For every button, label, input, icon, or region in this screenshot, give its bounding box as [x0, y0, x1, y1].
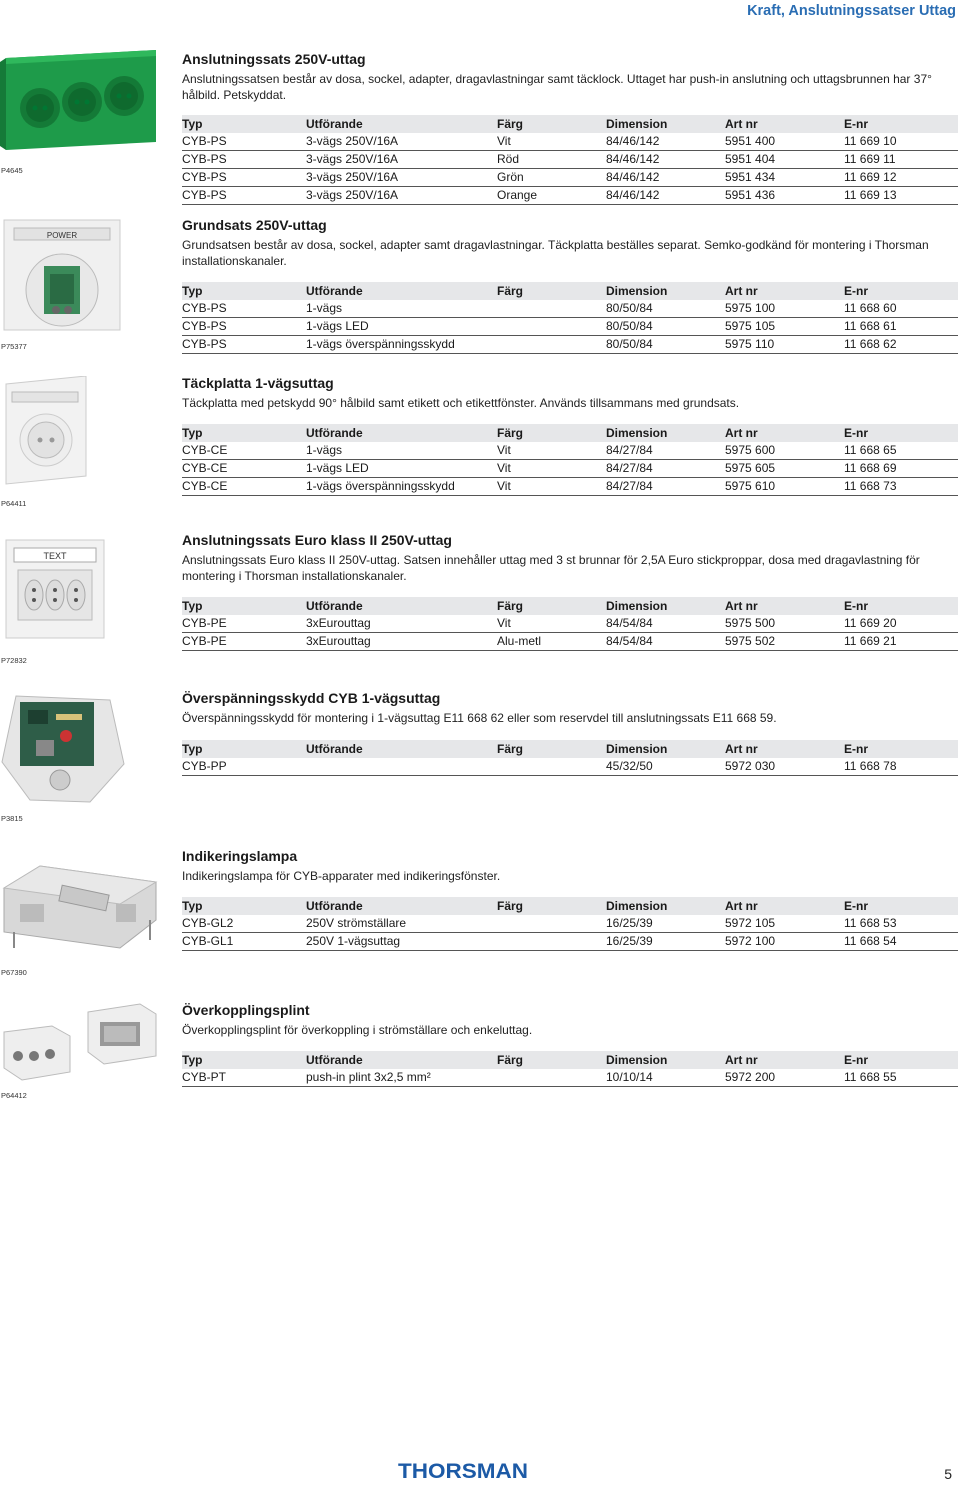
cell-enr: 11 669 12 — [844, 169, 958, 187]
col-farg: Färg — [497, 282, 606, 300]
product-image-terminal-block — [0, 1002, 160, 1086]
section-description: Indikeringslampa för CYB-apparater med indikeringsfönster. — [182, 869, 501, 883]
cell-artnr: 5975 610 — [725, 478, 844, 496]
cell-dimension: 84/27/84 — [606, 460, 725, 478]
cell-typ: CYB-PS — [182, 318, 306, 336]
cell-dimension: 84/54/84 — [606, 633, 725, 651]
cell-farg — [497, 933, 606, 951]
section-description: Anslutningssats Euro klass II 250V-uttag. Satsen innehåller uttag med 3 st brunnar för 2,5A Euro stickproppar, dosa med dragavlastning för montering i Thorsman installationskanaler. — [182, 553, 920, 583]
col-farg: Färg — [497, 597, 606, 615]
cell-utforande: 1-vägs LED — [306, 460, 497, 478]
cell-farg — [497, 336, 606, 354]
cell-artnr: 5972 105 — [725, 915, 844, 933]
product-image-indicator-lamp — [0, 848, 160, 960]
table-row — [182, 758, 958, 776]
section-title: Överkopplingsplint — [182, 1002, 310, 1018]
cell-dimension: 80/50/84 — [606, 318, 725, 336]
cell-dimension: 84/46/142 — [606, 151, 725, 169]
col-farg: Färg — [497, 115, 606, 133]
product-image-euro-socket — [0, 538, 160, 642]
cell-artnr: 5975 600 — [725, 442, 844, 460]
cell-dimension: 16/25/39 — [606, 933, 725, 951]
cell-dimension: 84/27/84 — [606, 442, 725, 460]
cell-artnr: 5975 100 — [725, 300, 844, 318]
product-code: P4645 — [1, 166, 23, 175]
cell-typ: CYB-CE — [182, 460, 306, 478]
section-description: Täckplatta med petskydd 90° hålbild samt etikett och etikettfönster. Används tillsammans med grundsats. — [182, 396, 740, 410]
cell-farg: Vit — [497, 442, 606, 460]
cell-typ: CYB-CE — [182, 442, 306, 460]
cell-utforande: 1-vägs — [306, 300, 497, 318]
cell-artnr: 5972 200 — [725, 1069, 844, 1087]
cell-utforande: 250V strömställare — [306, 915, 497, 933]
col-utforande: Utförande — [306, 1051, 497, 1069]
cell-utforande: 3-vägs 250V/16A — [306, 169, 497, 187]
cell-dimension: 84/46/142 — [606, 169, 725, 187]
product-table — [182, 740, 958, 776]
section-title: Överspänningsskydd CYB 1-vägsuttag — [182, 690, 441, 706]
col-utforande: Utförande — [306, 740, 497, 758]
table-header-row — [182, 597, 958, 615]
cell-typ: CYB-PS — [182, 300, 306, 318]
product-code: P3815 — [1, 814, 23, 823]
cell-utforande: 250V 1-vägsuttag — [306, 933, 497, 951]
thorsman-logo — [398, 1459, 530, 1486]
cell-utforande: 3-vägs 250V/16A — [306, 133, 497, 151]
product-table — [182, 282, 958, 354]
cell-enr: 11 668 54 — [844, 933, 958, 951]
col-farg: Färg — [497, 740, 606, 758]
cell-farg: Grön — [497, 169, 606, 187]
col-farg: Färg — [497, 424, 606, 442]
table-header-row — [182, 115, 958, 133]
table-row — [182, 460, 958, 478]
col-typ: Typ — [182, 597, 306, 615]
section-title: Anslutningssats 250V-uttag — [182, 51, 366, 67]
cell-dimension: 80/50/84 — [606, 336, 725, 354]
table-row — [182, 169, 958, 187]
section-description: Överspänningsskydd för montering i 1-vägsuttag E11 668 62 eller som reservdel till anslutningssats E11 668 59. — [182, 711, 777, 725]
product-code: P64412 — [1, 1091, 27, 1100]
col-typ: Typ — [182, 424, 306, 442]
product-code: P75377 — [1, 342, 27, 351]
cell-artnr: 5975 500 — [725, 615, 844, 633]
cell-typ: CYB-PS — [182, 151, 306, 169]
cell-enr: 11 668 61 — [844, 318, 958, 336]
col-utforande: Utförande — [306, 897, 497, 915]
col-dimension: Dimension — [606, 597, 725, 615]
col-artnr: Art nr — [725, 740, 844, 758]
cell-farg: Vit — [497, 133, 606, 151]
cell-farg — [497, 915, 606, 933]
cell-artnr: 5951 436 — [725, 187, 844, 205]
table-row — [182, 187, 958, 205]
cell-farg: Vit — [497, 478, 606, 496]
cell-artnr: 5975 502 — [725, 633, 844, 651]
cell-typ: CYB-PT — [182, 1069, 306, 1087]
cell-enr: 11 668 73 — [844, 478, 958, 496]
cell-farg: Orange — [497, 187, 606, 205]
cell-enr: 11 668 62 — [844, 336, 958, 354]
cell-typ: CYB-PE — [182, 615, 306, 633]
cell-typ: CYB-PE — [182, 633, 306, 651]
cell-utforande: 1-vägs överspänningsskydd — [306, 478, 497, 496]
product-code: P67390 — [1, 968, 27, 977]
page-number: 5 — [944, 1466, 952, 1482]
cell-dimension: 84/46/142 — [606, 187, 725, 205]
col-dimension: Dimension — [606, 897, 725, 915]
table-row — [182, 478, 958, 496]
table-header-row — [182, 424, 958, 442]
cell-farg — [497, 758, 606, 776]
col-enr: E-nr — [844, 1051, 958, 1069]
cell-utforande: 1-vägs — [306, 442, 497, 460]
cell-artnr: 5951 434 — [725, 169, 844, 187]
col-enr: E-nr — [844, 597, 958, 615]
col-typ: Typ — [182, 1051, 306, 1069]
col-enr: E-nr — [844, 282, 958, 300]
cell-typ: CYB-PS — [182, 169, 306, 187]
cell-utforande: 3xEurouttag — [306, 615, 497, 633]
cell-enr: 11 668 60 — [844, 300, 958, 318]
table-row — [182, 442, 958, 460]
cell-typ: CYB-GL1 — [182, 933, 306, 951]
section-title: Täckplatta 1-vägsuttag — [182, 375, 334, 391]
table-row — [182, 915, 958, 933]
image-label-power: POWER — [46, 231, 78, 240]
cell-dimension: 10/10/14 — [606, 1069, 725, 1087]
cell-farg: Vit — [497, 615, 606, 633]
col-enr: E-nr — [844, 897, 958, 915]
product-image-surge-protector — [0, 690, 160, 804]
section-title: Grundsats 250V-uttag — [182, 217, 327, 233]
cell-farg — [497, 300, 606, 318]
col-artnr: Art nr — [725, 282, 844, 300]
section-description: Överkopplingsplint för överkoppling i strömställare och enkeluttag. — [182, 1023, 533, 1037]
product-table — [182, 424, 958, 496]
table-row — [182, 151, 958, 169]
table-row — [182, 318, 958, 336]
table-row — [182, 933, 958, 951]
cell-typ: CYB-GL2 — [182, 915, 306, 933]
logo-text: THORSMAN — [398, 1460, 528, 1481]
cell-enr: 11 668 55 — [844, 1069, 958, 1087]
product-table — [182, 597, 958, 651]
section-description: Anslutningssatsen består av dosa, sockel, adapter, dragavlastningar samt täcklock. Uttaget har push-in anslutning och uttagsbrunnen har 37° hålbild. Petskyddat. — [182, 72, 932, 102]
table-row — [182, 300, 958, 318]
product-table — [182, 897, 958, 951]
table-header-row — [182, 740, 958, 758]
table-header-row — [182, 1051, 958, 1069]
table-row — [182, 1069, 958, 1087]
cell-enr: 11 668 65 — [844, 442, 958, 460]
col-artnr: Art nr — [725, 1051, 844, 1069]
col-utforande: Utförande — [306, 597, 497, 615]
image-label-text: TEXT — [43, 551, 67, 561]
table-header-row — [182, 897, 958, 915]
cell-artnr: 5975 110 — [725, 336, 844, 354]
col-farg: Färg — [497, 1051, 606, 1069]
cell-artnr: 5975 605 — [725, 460, 844, 478]
table-header-row — [182, 282, 958, 300]
table-row — [182, 336, 958, 354]
section-title: Indikeringslampa — [182, 848, 298, 864]
product-code: P64411 — [1, 499, 27, 508]
table-row — [182, 633, 958, 651]
col-enr: E-nr — [844, 424, 958, 442]
cell-enr: 11 669 20 — [844, 615, 958, 633]
col-enr: E-nr — [844, 740, 958, 758]
cell-enr: 11 668 69 — [844, 460, 958, 478]
cell-dimension: 84/27/84 — [606, 478, 725, 496]
col-dimension: Dimension — [606, 115, 725, 133]
header-title: Kraft, Anslutningssatser Uttag — [747, 3, 956, 19]
cell-artnr: 5951 400 — [725, 133, 844, 151]
cell-typ: CYB-PP — [182, 758, 306, 776]
cell-farg — [497, 1069, 606, 1087]
col-dimension: Dimension — [606, 1051, 725, 1069]
product-table — [182, 1051, 958, 1087]
cell-typ: CYB-PS — [182, 133, 306, 151]
cell-artnr: 5972 100 — [725, 933, 844, 951]
section-description: Grundsatsen består av dosa, sockel, adapter samt dragavlastningar. Täckplatta beställes separat. Semko-godkänd för montering i Thorsman installationskanaler. — [182, 238, 929, 268]
cell-dimension: 84/46/142 — [606, 133, 725, 151]
col-artnr: Art nr — [725, 897, 844, 915]
col-artnr: Art nr — [725, 424, 844, 442]
col-utforande: Utförande — [306, 115, 497, 133]
cell-enr: 11 669 10 — [844, 133, 958, 151]
cell-farg: Alu-metl — [497, 633, 606, 651]
product-image-power-socket — [0, 218, 160, 334]
cell-typ: CYB-CE — [182, 478, 306, 496]
cell-dimension: 84/54/84 — [606, 615, 725, 633]
cell-enr: 11 669 21 — [844, 633, 958, 651]
product-image-cover-plate — [0, 376, 160, 488]
col-utforande: Utförande — [306, 424, 497, 442]
col-dimension: Dimension — [606, 740, 725, 758]
cell-utforande: 1-vägs överspänningsskydd — [306, 336, 497, 354]
section-title: Anslutningssats Euro klass II 250V-uttag — [182, 532, 452, 548]
col-dimension: Dimension — [606, 424, 725, 442]
cell-farg: Vit — [497, 460, 606, 478]
col-artnr: Art nr — [725, 115, 844, 133]
cell-dimension: 45/32/50 — [606, 758, 725, 776]
col-farg: Färg — [497, 897, 606, 915]
col-utforande: Utförande — [306, 282, 497, 300]
cell-typ: CYB-PS — [182, 187, 306, 205]
table-row — [182, 615, 958, 633]
col-typ: Typ — [182, 897, 306, 915]
cell-utforande: 3-vägs 250V/16A — [306, 151, 497, 169]
col-dimension: Dimension — [606, 282, 725, 300]
cell-artnr: 5972 030 — [725, 758, 844, 776]
col-typ: Typ — [182, 740, 306, 758]
cell-dimension: 16/25/39 — [606, 915, 725, 933]
product-image-green-3way — [0, 50, 160, 158]
cell-utforande — [306, 758, 497, 776]
cell-dimension: 80/50/84 — [606, 300, 725, 318]
product-code: P72832 — [1, 656, 27, 665]
table-row — [182, 133, 958, 151]
cell-farg: Röd — [497, 151, 606, 169]
cell-utforande: 1-vägs LED — [306, 318, 497, 336]
cell-utforande: 3-vägs 250V/16A — [306, 187, 497, 205]
cell-typ: CYB-PS — [182, 336, 306, 354]
product-table — [182, 115, 958, 205]
col-typ: Typ — [182, 282, 306, 300]
cell-utforande: 3xEurouttag — [306, 633, 497, 651]
col-typ: Typ — [182, 115, 306, 133]
cell-enr: 11 669 13 — [844, 187, 958, 205]
cell-utforande: push-in plint 3x2,5 mm² — [306, 1069, 497, 1087]
cell-enr: 11 668 53 — [844, 915, 958, 933]
cell-artnr: 5951 404 — [725, 151, 844, 169]
cell-enr: 11 668 78 — [844, 758, 958, 776]
cell-enr: 11 669 11 — [844, 151, 958, 169]
col-enr: E-nr — [844, 115, 958, 133]
cell-farg — [497, 318, 606, 336]
col-artnr: Art nr — [725, 597, 844, 615]
cell-artnr: 5975 105 — [725, 318, 844, 336]
